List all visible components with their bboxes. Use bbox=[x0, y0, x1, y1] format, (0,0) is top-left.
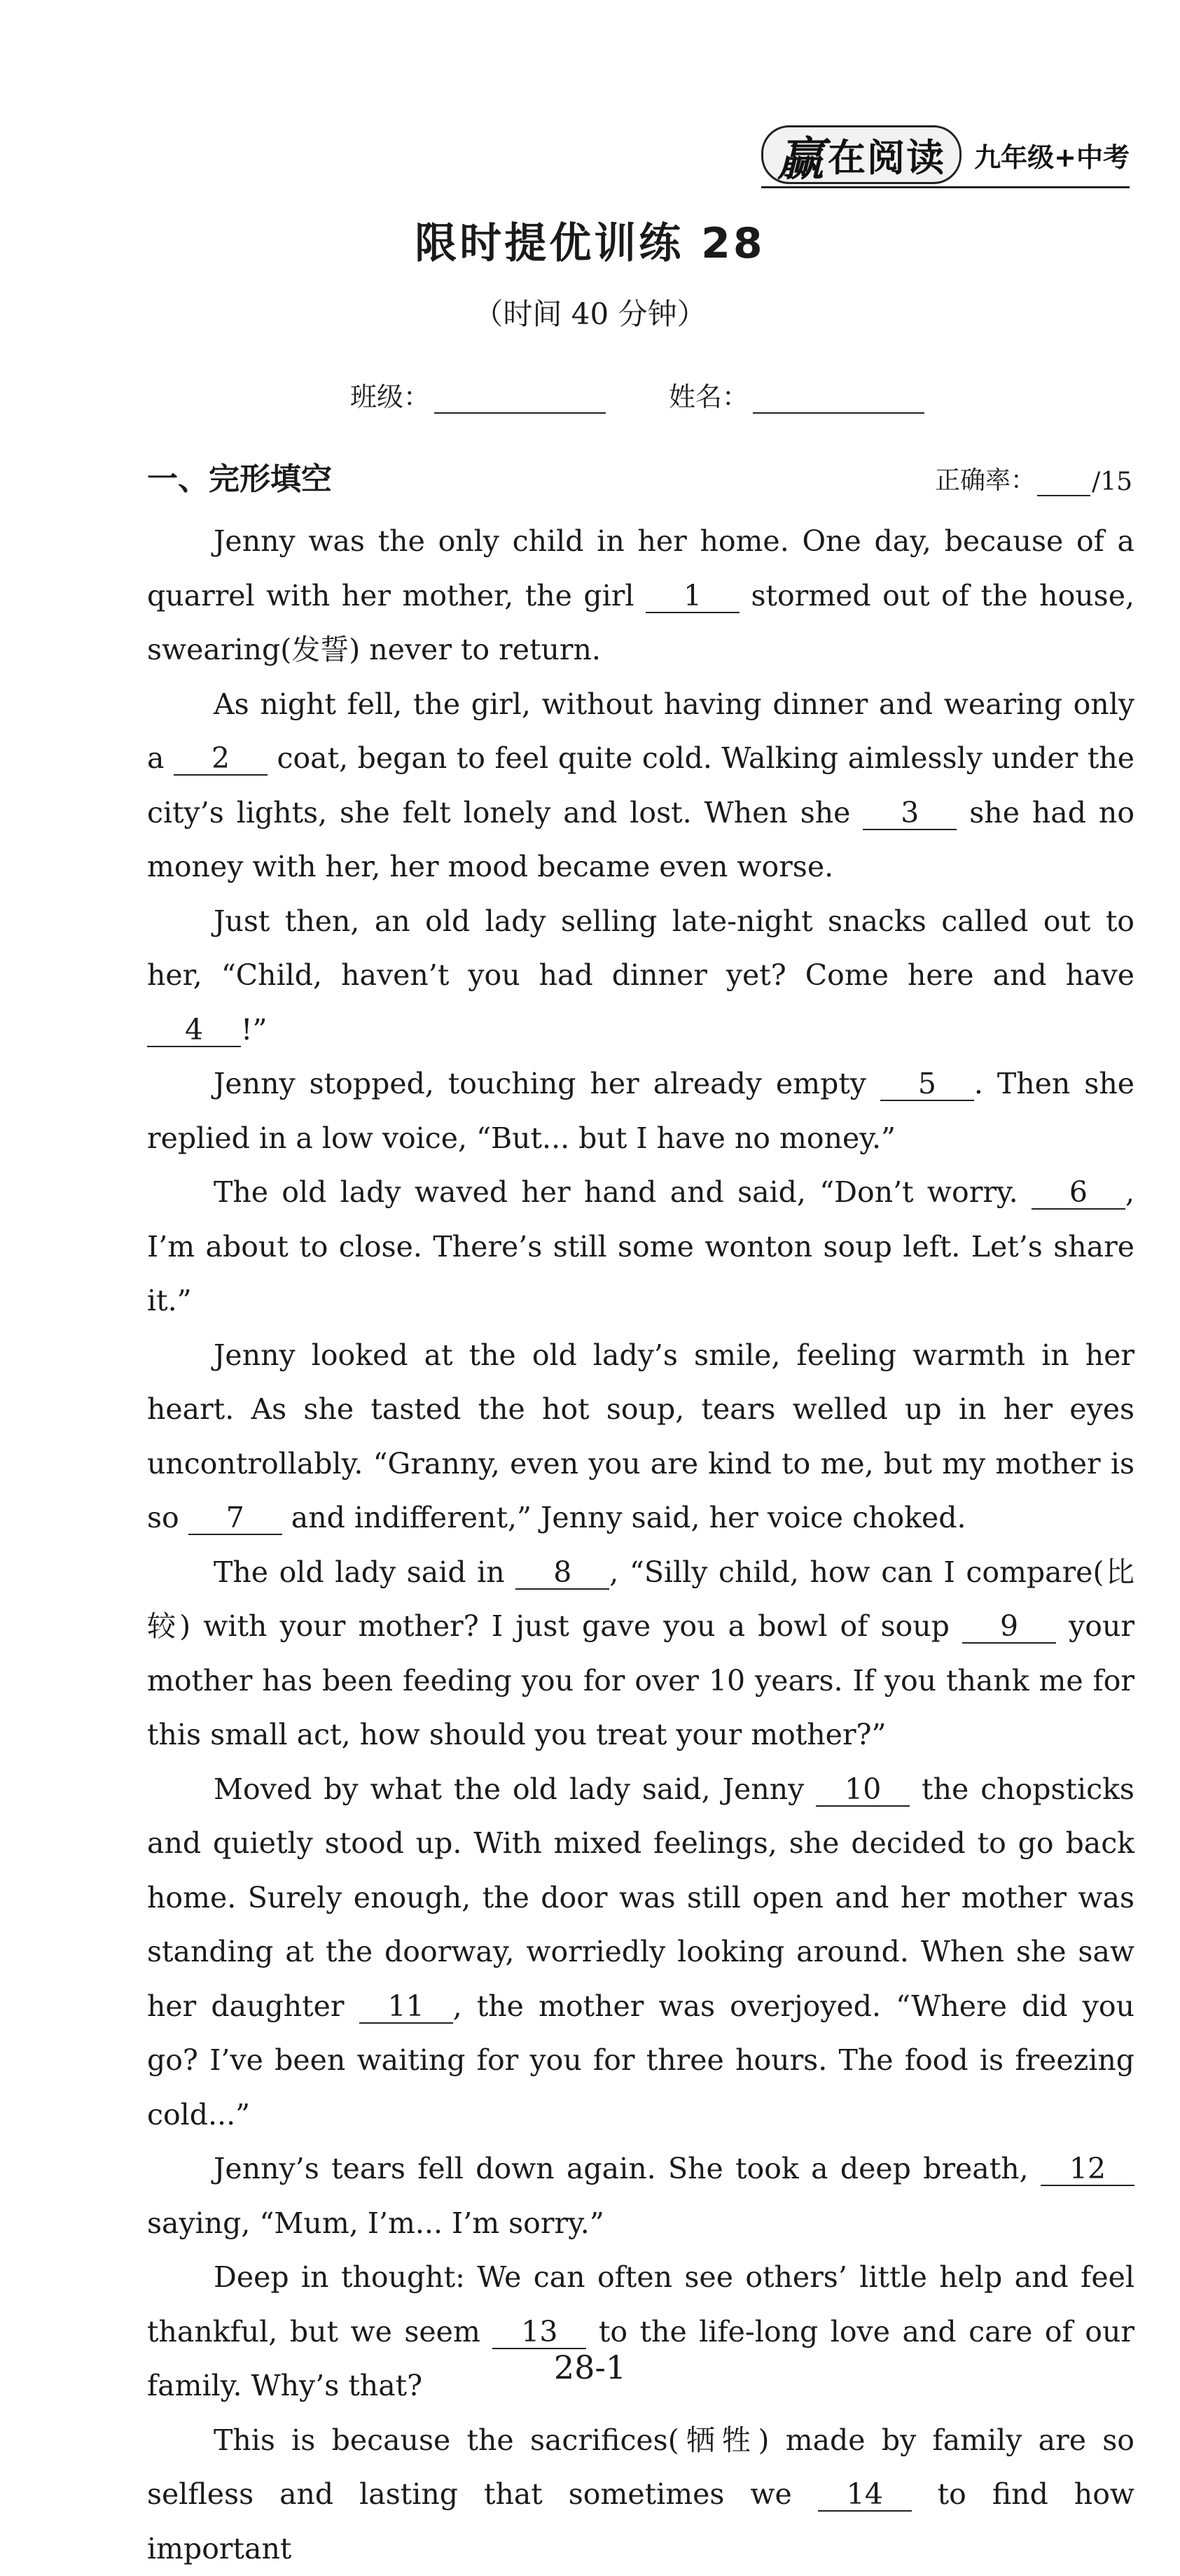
passage-text: Deep in thought: We can often see others’ little help and feel thankful, but we seem bbox=[147, 2260, 1134, 2348]
passage-text: Jenny was the only child in her home. One day, because of a quarrel with her mother, the girl bbox=[147, 524, 1134, 612]
score-field[interactable] bbox=[1037, 468, 1090, 496]
answer-blank-12[interactable]: 12 bbox=[1041, 2152, 1134, 2186]
passage-paragraph bbox=[147, 895, 1134, 1058]
passage-text: !” bbox=[241, 1013, 267, 1046]
student-info-row bbox=[350, 375, 924, 414]
passage-paragraph bbox=[147, 2250, 1134, 2414]
answer-blank-3[interactable]: 3 bbox=[863, 797, 957, 830]
passage-text: Jenny stopped, touching her already empty bbox=[214, 1067, 880, 1100]
page-title: 限时提优训练 28 bbox=[0, 210, 1180, 270]
passage-paragraph bbox=[147, 2142, 1134, 2250]
passage-paragraph bbox=[147, 1546, 1134, 1763]
passage-text: , I’m about to close. There’s still some wonton soup left. Let’s share it.” bbox=[147, 1175, 1134, 1317]
passage-paragraph bbox=[147, 1166, 1134, 1329]
page-number: 28-1 bbox=[0, 2348, 1180, 2386]
answer-blank-4[interactable]: 4 bbox=[147, 1014, 241, 1047]
passage-text: to find how important bbox=[147, 2477, 1134, 2566]
passage-text: , “Silly child, how can I compare(比较) with your mother? I just gave you a bowl of soup bbox=[147, 1555, 1134, 1644]
passage-text: . Then she replied in a low voice, “But... but I have no money.” bbox=[147, 1067, 1134, 1155]
passage-paragraph bbox=[147, 1763, 1134, 2143]
passage-text: Just then, an old lady selling late-night snacks called out to her, “Child, haven’t you had dinner yet? Come here and have bbox=[147, 904, 1134, 993]
brand-logo bbox=[761, 125, 962, 184]
answer-blank-8[interactable]: 8 bbox=[515, 1556, 609, 1590]
passage-text: As night fell, the girl, without having dinner and wearing only a bbox=[147, 687, 1134, 776]
passage-text: Moved by what the old lady said, Jenny bbox=[214, 1772, 816, 1806]
answer-blank-5[interactable]: 5 bbox=[880, 1068, 974, 1101]
class-label: 班级： bbox=[350, 375, 430, 414]
passage-text: , the mother was overjoyed. “Where did you go? I’ve been waiting for you for three hours. The food is freezing cold...” bbox=[147, 1989, 1134, 2132]
name-field[interactable] bbox=[753, 384, 924, 414]
class-field[interactable] bbox=[434, 384, 606, 414]
passage-text: Jenny looked at the old lady’s smile, feeling warmth in her heart. As she tasted the hot soup, tears welled up in her eyes uncontrollably. “Granny, even you are kind to me, but my mother is so bbox=[147, 1338, 1134, 1535]
accuracy-score bbox=[935, 461, 1132, 496]
time-limit: （时间 40 分钟） bbox=[0, 291, 1180, 333]
score-label: 正确率： bbox=[935, 461, 1036, 496]
name-label: 姓名： bbox=[669, 375, 749, 414]
passage-text: coat, began to feel quite cold. Walking aimlessly under the city’s lights, she felt lonely and lost. When she bbox=[147, 741, 1134, 830]
brand-grade: 九年级+中考 bbox=[974, 136, 1130, 174]
brand-logo-text: 在阅读 bbox=[828, 128, 945, 182]
passage-text: to the life-long love and care of our family. Why’s that? bbox=[147, 2315, 1134, 2403]
passage-text: she had no money with her, her mood became even worse. bbox=[147, 796, 1134, 884]
passage-text: your mother has been feeding you for over 10 years. If you thank me for this small act, how should you treat your mother?” bbox=[147, 1609, 1134, 1751]
passage-text: This is because the sacrifices(牺牲) made by family are so selfless and lasting that sometimes we bbox=[147, 2423, 1134, 2512]
score-total: /15 bbox=[1092, 468, 1132, 496]
passage-text: The old lady said in bbox=[214, 1555, 515, 1589]
passage-paragraph bbox=[147, 678, 1134, 895]
answer-blank-13[interactable]: 13 bbox=[492, 2316, 586, 2349]
passage-paragraph bbox=[147, 1057, 1134, 1166]
passage-paragraph bbox=[147, 2414, 1134, 2576]
answer-blank-14[interactable]: 14 bbox=[818, 2478, 912, 2512]
passage-text: stormed out of the house, swearing(发誓) never to return. bbox=[147, 579, 1134, 667]
answer-blank-2[interactable]: 2 bbox=[174, 742, 268, 776]
brand-logo-first-char: 赢 bbox=[777, 122, 825, 188]
passage-text: Jenny’s tears fell down again. She took a deep breath, bbox=[214, 2152, 1041, 2185]
cloze-passage bbox=[147, 514, 1134, 2576]
answer-blank-11[interactable]: 11 bbox=[359, 1990, 453, 2024]
passage-paragraph bbox=[147, 514, 1134, 678]
answer-blank-1[interactable]: 1 bbox=[646, 580, 740, 613]
passage-paragraph bbox=[147, 1329, 1134, 1546]
answer-blank-7[interactable]: 7 bbox=[188, 1502, 282, 1535]
passage-text: the chopsticks and quietly stood up. With mixed feelings, she decided to go back home. Surely enough, the door was still open and her mother was standing at the doorway, worriedly looking around. When she saw her daughter bbox=[147, 1772, 1134, 2023]
passage-text: The old lady waved her hand and said, “Don’t worry. bbox=[214, 1175, 1032, 1209]
answer-blank-10[interactable]: 10 bbox=[816, 1773, 910, 1807]
passage-text: saying, “Mum, I’m... I’m sorry.” bbox=[147, 2206, 604, 2240]
section-heading: 一、完形填空 bbox=[147, 454, 332, 498]
answer-blank-6[interactable]: 6 bbox=[1032, 1176, 1125, 1210]
passage-text: and indifferent,” Jenny said, her voice choked. bbox=[282, 1501, 966, 1534]
brand-header bbox=[761, 123, 1130, 188]
answer-blank-9[interactable]: 9 bbox=[962, 1610, 1056, 1644]
